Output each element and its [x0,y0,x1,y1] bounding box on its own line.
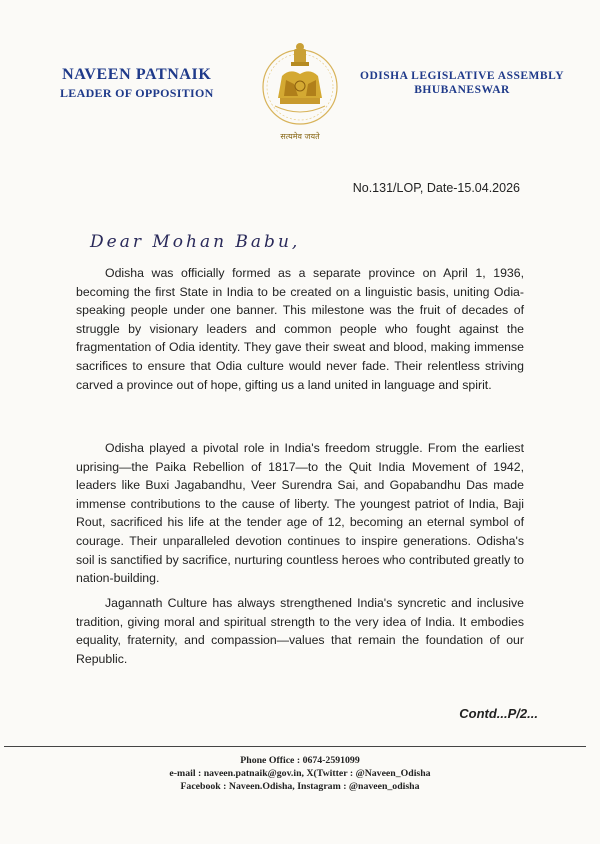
assembly-city: BHUBANESWAR [414,84,510,96]
footer-divider [4,746,586,747]
emblem-motto: सत्यमेव जयते [280,132,320,141]
footer-contact [0,754,600,793]
body-paragraph: Odisha played a pivotal role in India's freedom struggle. From the earliest uprising—the Paika Rebellion of 1817—to the Quit India Movement of 1942, leaders like Buxi Jagabandhu, Veer Surendra Sai, and Gopabandhu Das made immense contributions to the cause of liberty. The youngest patriot of India, Baji Rout, sacrificed his life at the tender age of 12, becoming an eternal symbol of courage. Their unparalleled devotion continues to inspire generations. Odisha's soil is sanctified by sacrifice, nurturing countless heroes who contributed greatly to nation-building. [76,441,524,586]
continuation-note: Contd...P/2... [459,706,538,721]
assembly-name: ODISHA LEGISLATIVE ASSEMBLY [360,70,564,82]
reference-number: No.131/LOP, Date-15.04.2026 [352,181,520,195]
footer-email: e-mail : naveen.patnaik@gov.in, X(Twitter : @Naveen_Odisha [169,768,431,779]
body-paragraph: Jagannath Culture has always strengthened India's syncretic and inclusive tradition, giving moral and spiritual strength to the very idea of India. It embodies equality, fraternity, and compassion—values that remain the foundation of our Republic. [76,596,524,666]
footer-phone: Phone Office : 0674-2591099 [240,755,360,766]
letterhead-assembly [360,70,564,96]
sender-name: NAVEEN PATNAIK [62,66,212,83]
footer-social: Facebook : Naveen.Odisha, Instagram : @naveen_odisha [180,781,420,792]
letterhead-sender [60,66,214,101]
sender-role: LEADER OF OPPOSITION [60,86,214,100]
body-paragraph: Odisha was officially formed as a separate province on April 1, 1936, becoming the first State in India to be created on a linguistic basis, uniting Odia-speaking people under one banner. This milestone was the fruit of decades of struggle by visionary leaders and common people who fought against the fragmentation of Odia identity. They gave their sweat and blood, making immense sacrifices to ensure that Odia culture would never fade. Their relentless striving carved a province out of hope, gifting us a land united in language and spirit. [76,266,524,392]
handwritten-salutation: Dear Mohan Babu, [90,232,301,252]
